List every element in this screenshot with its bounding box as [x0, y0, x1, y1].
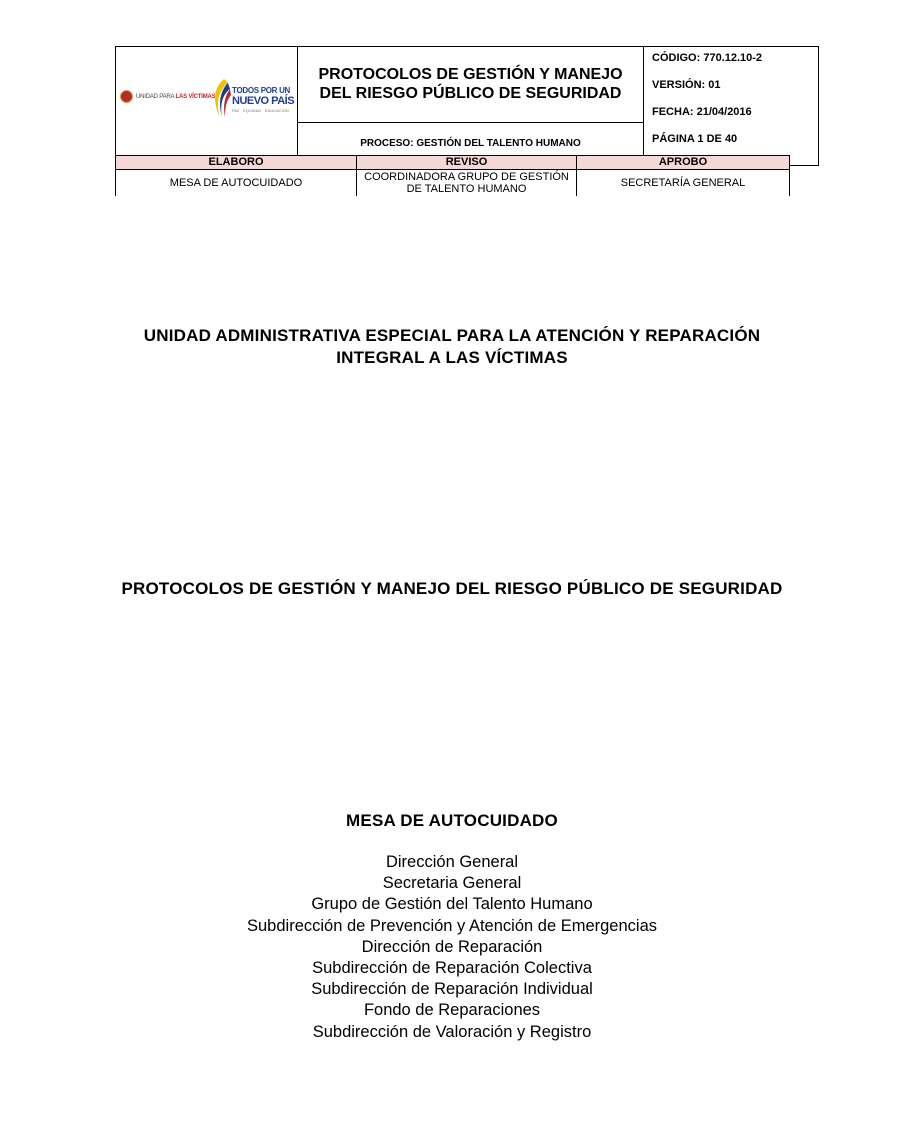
list-item: Subdirección de Reparación Colectiva — [312, 959, 592, 978]
document-header-table — [115, 46, 819, 166]
flag-swoosh-icon — [210, 77, 232, 121]
codigo-field: CÓDIGO: 770.12.10-2 — [652, 52, 763, 64]
reviso-header: REVISO — [357, 156, 577, 170]
list-item: Subdirección de Valoración y Registro — [312, 1022, 592, 1041]
colombia-seal-icon — [120, 90, 133, 103]
list-item: Dirección de Reparación — [361, 937, 543, 956]
list-item: Subdirección de Prevención y Atención de Emergencias — [247, 916, 657, 935]
logo-cell — [116, 47, 298, 166]
elaboro-value: MESA DE AUTOCUIDADO — [116, 170, 357, 197]
entity-heading: UNIDAD ADMINISTRATIVA ESPECIAL PARA LA ATENCIÓN Y REPARACIÓN INTEGRAL A LAS VÍCTIMAS — [143, 326, 761, 367]
list-item: Dirección General — [385, 853, 519, 871]
approval-table — [115, 155, 790, 196]
department-list — [100, 852, 804, 1043]
todos-por-un-nuevo-pais-logo: TODOS POR UN NUEVO PAÍS PAZ · EQUIDAD · EDUCACIÓN — [210, 77, 290, 121]
aprobo-value: SECRETARÍA GENERAL — [577, 170, 790, 197]
document-title-cell: PROTOCOLOS DE GESTIÓN Y MANEJO DEL RIESGO PÚBLICO DE SEGURIDAD — [298, 47, 644, 123]
list-item: Fondo de Reparaciones — [363, 1001, 541, 1020]
list-item: Subdirección de Reparación Individual — [311, 980, 593, 999]
aprobo-header: APROBO — [577, 156, 790, 170]
elaboro-header: ELABORO — [116, 156, 357, 170]
document-info-cell — [644, 47, 819, 166]
process-cell: PROCESO: GESTIÓN DEL TALENTO HUMANO — [298, 122, 644, 165]
document-title-heading: PROTOCOLOS DE GESTIÓN Y MANEJO DEL RIESGO PÚBLICO DE SEGURIDAD — [121, 579, 783, 598]
list-item: Grupo de Gestión del Talento Humano — [311, 895, 593, 914]
fecha-field: FECHA: 21/04/2016 — [652, 106, 752, 118]
reviso-value: COORDINADORA GRUPO DE GESTIÓN DE TALENTO HUMANO — [357, 170, 577, 197]
unidad-victimas-logo: UNIDAD PARA LAS VÍCTIMAS — [120, 90, 215, 103]
pagina-field: PÁGINA 1 DE 40 — [652, 133, 738, 145]
author-heading: MESA DE AUTOCUIDADO — [346, 811, 558, 830]
list-item: Secretaria General — [382, 874, 522, 893]
version-field: VERSIÓN: 01 — [652, 79, 721, 91]
